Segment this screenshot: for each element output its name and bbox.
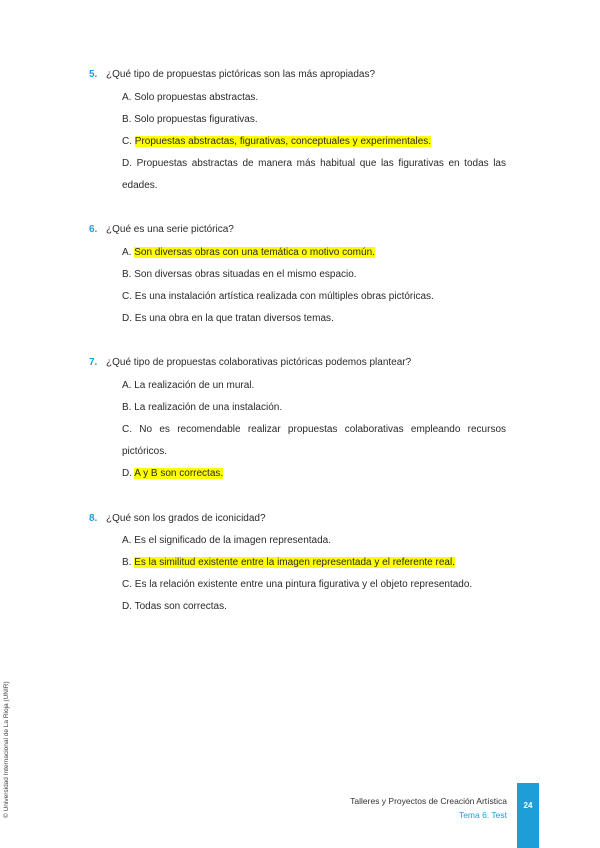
- question-heading: [89, 512, 266, 526]
- option-text-highlighted: Propuestas abstractas, figurativas, conceptuales y experimentales.: [134, 136, 432, 147]
- answer-option-d: [122, 467, 223, 481]
- option-text: La realización de una instalación.: [134, 402, 283, 413]
- option-letter: C.: [122, 291, 132, 302]
- answer-option-d: [122, 312, 334, 326]
- option-text: Propuestas abstractas de manera más habitual que las figurativas en todas las edades.: [122, 158, 506, 191]
- answer-option-b: [122, 268, 357, 282]
- option-letter: C.: [122, 579, 132, 590]
- option-text: Es la relación existente entre una pintura figurativa y el objeto representado.: [134, 579, 473, 590]
- option-text: Es el significado de la imagen representada.: [134, 535, 332, 546]
- answer-option-a: [122, 91, 258, 105]
- option-letter: A.: [122, 380, 132, 391]
- question-heading: [89, 223, 234, 237]
- answer-option-a: [122, 379, 254, 393]
- question-number: 8.: [89, 513, 98, 524]
- answer-option-b: [122, 556, 455, 570]
- answer-option-c: [122, 419, 506, 463]
- option-letter: B.: [122, 114, 132, 125]
- option-letter: D.: [122, 468, 132, 479]
- answer-option-a: [122, 246, 375, 260]
- option-text: No es recomendable realizar propuestas colaborativas empleando recursos pictóricos.: [122, 424, 507, 457]
- question-number: 7.: [89, 357, 98, 368]
- topic-label: Tema 6. Test: [458, 810, 507, 820]
- question-text: ¿Qué tipo de propuestas pictóricas son las más apropiadas?: [106, 69, 376, 80]
- answer-option-a: [122, 534, 331, 548]
- answer-option-b: [122, 113, 258, 127]
- question-text: ¿Qué son los grados de iconicidad?: [106, 513, 266, 524]
- question-text: ¿Qué tipo de propuestas colaborativas pictóricas podemos plantear?: [106, 357, 412, 368]
- option-letter: A.: [122, 92, 132, 103]
- option-letter: C.: [122, 136, 132, 147]
- question-heading: [89, 68, 375, 82]
- option-letter: A.: [122, 535, 132, 546]
- option-letter: C.: [122, 424, 132, 435]
- option-letter: B.: [122, 557, 132, 568]
- answer-option-c: [122, 290, 434, 304]
- option-text-highlighted: Son diversas obras con una temática o motivo común.: [134, 247, 375, 258]
- option-text: Es una instalación artística realizada con múltiples obras pictóricas.: [134, 291, 434, 302]
- page-number: 24: [523, 801, 533, 810]
- question-text: ¿Qué es una serie pictórica?: [106, 224, 234, 235]
- page-number-tab: [517, 783, 539, 848]
- answer-option-b: [122, 401, 282, 415]
- answer-option-d: [122, 153, 506, 197]
- question-number: 5.: [89, 69, 98, 80]
- option-text-highlighted: Es la similitud existente entre la imagen representada y el referente real.: [134, 557, 455, 568]
- option-text: Todas son correctas.: [134, 601, 227, 612]
- option-letter: B.: [122, 402, 132, 413]
- question-heading: [89, 356, 411, 370]
- option-text-highlighted: A y B son correctas.: [134, 468, 224, 479]
- option-letter: D.: [122, 601, 132, 612]
- option-text: Son diversas obras situadas en el mismo espacio.: [134, 269, 357, 280]
- answer-option-c: [122, 135, 431, 149]
- option-text: Es una obra en la que tratan diversos temas.: [134, 313, 334, 324]
- answer-option-c: [122, 578, 472, 592]
- option-letter: B.: [122, 269, 132, 280]
- option-text: Solo propuestas abstractas.: [134, 92, 259, 103]
- copyright-notice: © Universidad Internacional de La Rioja (UNIR): [3, 681, 10, 818]
- option-letter: D.: [122, 313, 132, 324]
- option-text: La realización de un mural.: [134, 380, 255, 391]
- option-letter: D.: [122, 158, 132, 169]
- option-text: Solo propuestas figurativas.: [134, 114, 258, 125]
- course-title: Talleres y Proyectos de Creación Artística: [350, 796, 507, 806]
- question-number: 6.: [89, 224, 98, 235]
- option-letter: A.: [122, 247, 132, 258]
- answer-option-d: [122, 600, 227, 614]
